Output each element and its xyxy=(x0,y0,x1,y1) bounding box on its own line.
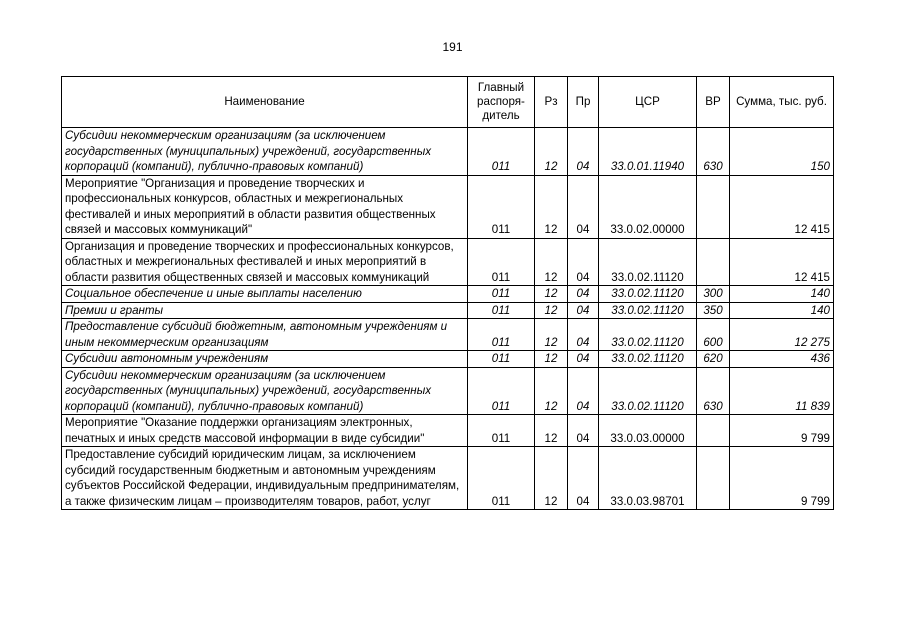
table-row xyxy=(62,302,834,319)
cell-section: 12 xyxy=(535,238,568,286)
cell-sum: 11 839 xyxy=(730,367,834,415)
cell-expense-type: 630 xyxy=(697,128,730,176)
table-row xyxy=(62,128,834,176)
cell-sum: 436 xyxy=(730,351,834,368)
cell-section: 12 xyxy=(535,447,568,510)
cell-section: 12 xyxy=(535,319,568,351)
cell-main-manager: 011 xyxy=(468,447,535,510)
cell-main-manager: 011 xyxy=(468,319,535,351)
cell-expense-type xyxy=(697,415,730,447)
table-body xyxy=(62,128,834,510)
header-name: Наименование xyxy=(62,77,468,128)
cell-target-article: 33.0.02.11120 xyxy=(599,286,697,303)
cell-section: 12 xyxy=(535,302,568,319)
cell-subsection: 04 xyxy=(568,238,599,286)
header-target-article: ЦСР xyxy=(599,77,697,128)
cell-section: 12 xyxy=(535,175,568,238)
cell-name: Субсидии автономным учреждениям xyxy=(62,351,468,368)
table-row xyxy=(62,415,834,447)
cell-expense-type xyxy=(697,447,730,510)
cell-expense-type: 300 xyxy=(697,286,730,303)
cell-sum: 12 275 xyxy=(730,319,834,351)
table-header xyxy=(62,77,834,128)
cell-subsection: 04 xyxy=(568,367,599,415)
cell-expense-type: 630 xyxy=(697,367,730,415)
cell-name: Премии и гранты xyxy=(62,302,468,319)
header-row xyxy=(62,77,834,128)
cell-name: Мероприятие "Организация и проведение творческих и профессиональных конкурсов, областных и межрегиональных фестивалей и иных мероприятий в области развития общественных связей и массовых коммуникаций" xyxy=(62,175,468,238)
cell-subsection: 04 xyxy=(568,447,599,510)
cell-section: 12 xyxy=(535,286,568,303)
table-row xyxy=(62,367,834,415)
cell-target-article: 33.0.01.11940 xyxy=(599,128,697,176)
cell-target-article: 33.0.03.98701 xyxy=(599,447,697,510)
cell-sum: 140 xyxy=(730,286,834,303)
cell-sum: 12 415 xyxy=(730,175,834,238)
cell-name: Субсидии некоммерческим организациям (за исключением государственных (муниципальных) учреждений, государственных корпораций (компаний), публично-правовых компаний) xyxy=(62,128,468,176)
cell-main-manager: 011 xyxy=(468,238,535,286)
cell-expense-type: 620 xyxy=(697,351,730,368)
cell-sum: 9 799 xyxy=(730,415,834,447)
cell-expense-type xyxy=(697,238,730,286)
cell-expense-type: 350 xyxy=(697,302,730,319)
cell-target-article: 33.0.02.11120 xyxy=(599,319,697,351)
cell-main-manager: 011 xyxy=(468,128,535,176)
cell-section: 12 xyxy=(535,351,568,368)
cell-sum: 150 xyxy=(730,128,834,176)
cell-expense-type: 600 xyxy=(697,319,730,351)
cell-main-manager: 011 xyxy=(468,302,535,319)
cell-name: Предоставление субсидий юридическим лицам, за исключением субсидий государственным бюджетным и автономным учреждениям субъектов Российской Федерации, индивидуальным предпринимателям, а также физическим лицам – производителям товаров, работ, услуг xyxy=(62,447,468,510)
cell-main-manager: 011 xyxy=(468,351,535,368)
cell-target-article: 33.0.03.00000 xyxy=(599,415,697,447)
cell-name: Организация и проведение творческих и профессиональных конкурсов, областных и межрегиональных фестивалей и иных мероприятий в области развития общественных связей и массовых коммуникаций xyxy=(62,238,468,286)
cell-subsection: 04 xyxy=(568,128,599,176)
table-row xyxy=(62,319,834,351)
cell-main-manager: 011 xyxy=(468,415,535,447)
cell-target-article: 33.0.02.00000 xyxy=(599,175,697,238)
cell-section: 12 xyxy=(535,128,568,176)
cell-expense-type xyxy=(697,175,730,238)
cell-target-article: 33.0.02.11120 xyxy=(599,302,697,319)
header-expense-type: ВР xyxy=(697,77,730,128)
cell-section: 12 xyxy=(535,367,568,415)
cell-name: Предоставление субсидий бюджетным, автономным учреждениям и иным некоммерческим организациям xyxy=(62,319,468,351)
page-number: 191 xyxy=(442,40,463,54)
table-row xyxy=(62,447,834,510)
cell-subsection: 04 xyxy=(568,175,599,238)
table-row xyxy=(62,175,834,238)
header-sum: Сумма, тыс. руб. xyxy=(730,77,834,128)
cell-main-manager: 011 xyxy=(468,286,535,303)
cell-sum: 140 xyxy=(730,302,834,319)
table-row xyxy=(62,238,834,286)
cell-name: Мероприятие "Оказание поддержки организациям электронных, печатных и иных средств массовой информации в виде субсидии" xyxy=(62,415,468,447)
cell-sum: 9 799 xyxy=(730,447,834,510)
cell-subsection: 04 xyxy=(568,319,599,351)
table-row xyxy=(62,286,834,303)
header-main-manager: Главный распоря-дитель xyxy=(468,77,535,128)
cell-subsection: 04 xyxy=(568,351,599,368)
cell-main-manager: 011 xyxy=(468,367,535,415)
cell-name: Социальное обеспечение и иные выплаты населению xyxy=(62,286,468,303)
header-section: Рз xyxy=(535,77,568,128)
cell-target-article: 33.0.02.11120 xyxy=(599,238,697,286)
cell-target-article: 33.0.02.11120 xyxy=(599,367,697,415)
budget-table xyxy=(61,76,834,510)
cell-subsection: 04 xyxy=(568,415,599,447)
cell-main-manager: 011 xyxy=(468,175,535,238)
cell-subsection: 04 xyxy=(568,286,599,303)
header-subsection: Пр xyxy=(568,77,599,128)
cell-section: 12 xyxy=(535,415,568,447)
cell-name: Субсидии некоммерческим организациям (за исключением государственных (муниципальных) учреждений, государственных корпораций (компаний), публично-правовых компаний) xyxy=(62,367,468,415)
table-row xyxy=(62,351,834,368)
cell-subsection: 04 xyxy=(568,302,599,319)
cell-target-article: 33.0.02.11120 xyxy=(599,351,697,368)
cell-sum: 12 415 xyxy=(730,238,834,286)
